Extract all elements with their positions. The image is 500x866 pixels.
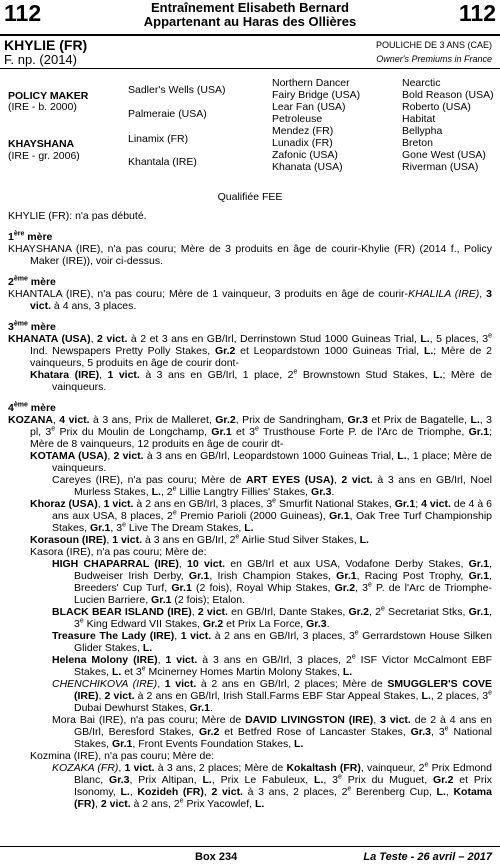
pedigree-gen4: Habitat — [402, 113, 436, 125]
dam-3-paragraph: KHANATA (USA), 2 vict. à 2 et 3 ans en GB/Irl, Derrinstown Stud 1000 Guineas Trial, L., 5 places, 3e Ind. Newspapers Pretty Polly Stakes, Gr.2 et Leopardstown 1000 Guineas Trial, L.; Mère de 2 vainqueurs, 5 produits en âge de courir dont- — [8, 332, 492, 369]
dam-4-produce: Korasoun (IRE), 1 vict. à 3 ans en GB/Irl, 2e Airlie Stud Silver Stakes, L. — [30, 533, 369, 546]
consignor-line-1: Entraînement Elisabeth Bernard — [151, 0, 349, 15]
dam-2-paragraph: KHANTALA (IRE), n'a pas couru; Mère de 1 vainqueur, 3 produits en âge de courir-KHALILA (IRE), 3 vict. à 4 ans, 3 places. — [8, 288, 492, 312]
intro-line: KHYLIE (FR): n'a pas débuté. — [8, 210, 147, 222]
pedigree-gen3: Mendez (FR) — [272, 125, 334, 137]
pedigree-dam-info: (IRE - gr. 2006) — [8, 150, 80, 162]
dam-3-produce: Khatara (IRE), 1 vict. à 3 ans en GB/Irl, 1 place, 2e Brownstown Stud Stakes, L.; Mère de vainqueurs. — [30, 368, 492, 393]
catalogue-footer — [0, 848, 500, 864]
pedigree-sire: POLICY MAKER — [8, 90, 89, 102]
horse-premium-note: Owner's Premiums in France — [376, 54, 492, 64]
pedigree-gen4: Riverman (USA) — [402, 161, 479, 173]
catalogue-header — [0, 0, 500, 34]
dam-4-produce: KOTAMA (USA), 2 vict. à 3 ans en GB/Irl, Leopardstown 1000 Guineas Trial, L., 1 place; Mère de vainqueurs. — [30, 450, 492, 474]
pedigree-gen3: Lunadix (FR) — [272, 137, 333, 149]
section-heading-1: 1ère mère — [8, 230, 53, 243]
dam-4-grandproduce: Careyes (IRE), n'a pas couru; Mère de ART EYES (USA), 2 vict. à 3 ans en GB/Irl, Noel Murless Stakes, L., 2e Lillie Langtry Fillies' Stakes, Gr.3. — [52, 474, 492, 498]
dam-4-produce: Kasora (IRE), n'a pas couru; Mère de: — [30, 546, 207, 558]
header-divider — [0, 34, 500, 36]
pedigree-gen2: Linamix (FR) — [128, 133, 189, 145]
pedigree-gen3: Zafonic (USA) — [272, 149, 338, 161]
consignor-title — [90, 1, 410, 29]
section-heading-3: 3ème mère — [8, 320, 56, 333]
footer-divider — [0, 846, 500, 847]
horse-name: KHYLIE (FR) — [4, 37, 88, 53]
section-heading-2: 2ème mère — [8, 275, 56, 288]
pedigree-gen4: Gone West (USA) — [402, 149, 486, 161]
horse-birth: F. np. (2014) — [4, 52, 77, 67]
pedigree-dam: KHAYSHANA — [8, 138, 75, 150]
pedigree-gen4: Nearctic — [402, 77, 441, 89]
pedigree-divider — [0, 68, 500, 69]
dam-1-paragraph: KHAYSHANA (IRE), n'a pas couru; Mère de 3 produits en âge de courir-Khylie (FR) (2014 f., Policy Maker (IRE)), voir ci-dessus. — [8, 243, 492, 267]
pedigree-gen2: Khantala (IRE) — [128, 156, 197, 168]
pedigree-gen3: Khanata (USA) — [272, 161, 343, 173]
box-number: Box 234 — [195, 851, 238, 863]
pedigree-gen2: Palmeraie (USA) — [128, 108, 207, 120]
pedigree-gen3: Petroleuse — [272, 113, 323, 125]
dam-4-grandproduce: Treasure The Lady (IRE), 1 vict. à 2 ans en GB/Irl, 3 places, 3e Gerrardstown House Silken Glider Stakes, L. — [52, 629, 492, 654]
dam-4-grandproduce: CHENCHIKOVA (IRE), 1 vict. à 2 ans en GB/Irl, 2 places; Mère de SMUGGLER'S COVE (IRE), 2 vict. à 2 ans en GB/Irl, Irish Stall.Farms EBF Star Appeal Stakes, L., 2 places, 3e Dubai Dewhurst Stakes, Gr.1. — [52, 678, 492, 714]
pedigree-gen4: Breton — [402, 137, 433, 149]
pedigree-gen4: Bold Reason (USA) — [402, 89, 494, 101]
pedigree-gen4: Roberto (USA) — [402, 101, 471, 113]
produce-record — [8, 210, 492, 810]
pedigree-gen3: Northern Dancer — [272, 77, 350, 89]
dam-4-produce: Khoraz (USA), 1 vict. à 2 ans en GB/Irl, 3 places, 3e Smurfit National Stakes, Gr.1; 4 vict. de 4 à 6 ans aux USA, 8 places, 2e Premio Parioli (2000 Guineas), Gr.1, Oak Tree Turf Championship Stakes, Gr.1, 3e Live The Dream Stakes, L. — [30, 497, 492, 534]
dam-4-grandproduce: BLACK BEAR ISLAND (IRE), 2 vict. en GB/Irl, Dante Stakes, Gr.2, 2e Secretariat Stks, Gr.1, 3e King Edward VII Stakes, Gr.2 et Prix La Force, Gr.3. — [52, 605, 492, 630]
dam-4-grandproduce: KOZAKA (FR), 1 vict. à 3 ans, 2 places; Mère de Kokaltash (FR), vainqueur, 2e Prix Edmond Blanc, Gr.3, Prix Altipan, L., Prix Le Fabuleux, L., 3e Prix du Muguet, Gr.2 et Prix Isonomy, L., Kozideh (FR), 2 vict. à 3 ans, 2 places, 2e Berenberg Cup, L., Kotama (FR), 2 vict. à 2 ans, 2e Prix Yacowlef, L. — [52, 761, 492, 810]
lot-number-left: 112 — [4, 0, 42, 26]
horse-sex-age: POULICHE DE 3 ANS (CAE) — [375, 40, 492, 50]
dam-4-grandproduce: HIGH CHAPARRAL (IRE), 10 vict. en GB/Irl et aux USA, Vodafone Derby Stakes, Gr.1, Budweiser Irish Derby, Gr.1, Irish Champion Stakes, Gr.1, Racing Post Trophy, Gr.1, Breeders' Cup Turf, Gr.1 (2 fois), Royal Whip Stakes, Gr.2, 3e P. de l'Arc de Triomphe-Lucien Barriere, Gr.1 (2 fois); Etalon. — [52, 558, 492, 606]
dam-4-grandproduce: Mora Bai (IRE), n'a pas couru; Mère de DAVID LIVINGSTON (IRE), 3 vict. de 2 à 4 ans en GB/Irl, Beresford Stakes, Gr.2 et Betfred Rose of Lancaster Stakes, Gr.3, 3e National Stakes, Gr.1, Front Events Foundation Stakes, L. — [52, 714, 493, 750]
qualification: Qualifiée FEE — [217, 191, 283, 203]
pedigree-gen3: Fairy Bridge (USA) — [272, 89, 361, 101]
pedigree-gen3: Lear Fan (USA) — [272, 101, 346, 113]
sale-place-date: La Teste - 26 avril – 2017 — [363, 851, 492, 863]
section-heading-4: 4ème mère — [8, 401, 56, 414]
consignor-line-2: Appartenant au Haras des Ollières — [143, 14, 357, 29]
lot-number-right: 112 — [458, 0, 496, 26]
pedigree-sire-info: (IRE - b. 2000) — [8, 101, 77, 113]
pedigree-gen4: Bellypha — [402, 125, 443, 137]
dam-4-paragraph: KOZANA, 4 vict. à 3 ans, Prix de Malleret, Gr.2, Prix de Sandringham, Gr.3 et Prix de Bagatelle, L., 3 pl, 3e Prix du Moulin de Longchamp, Gr.1 et 3e Trusthouse Forte P. de l'Arc de Triomphe, Gr.1; Mère de 8 vainqueurs, 12 produits en âge de courir dt- — [8, 414, 492, 450]
dam-4-produce: Kozmina (IRE), n'a pas couru; Mère de: — [30, 750, 215, 762]
dam-4-grandproduce: Helena Molony (IRE), 1 vict. à 3 ans en GB/Irl, 3 places, 2e ISF Victor McCalmont EBF Stakes, L. et 3e Mcinerney Homes Martin Molony Stakes, L. — [52, 653, 493, 678]
pedigree-gen2: Sadler's Wells (USA) — [128, 84, 226, 96]
